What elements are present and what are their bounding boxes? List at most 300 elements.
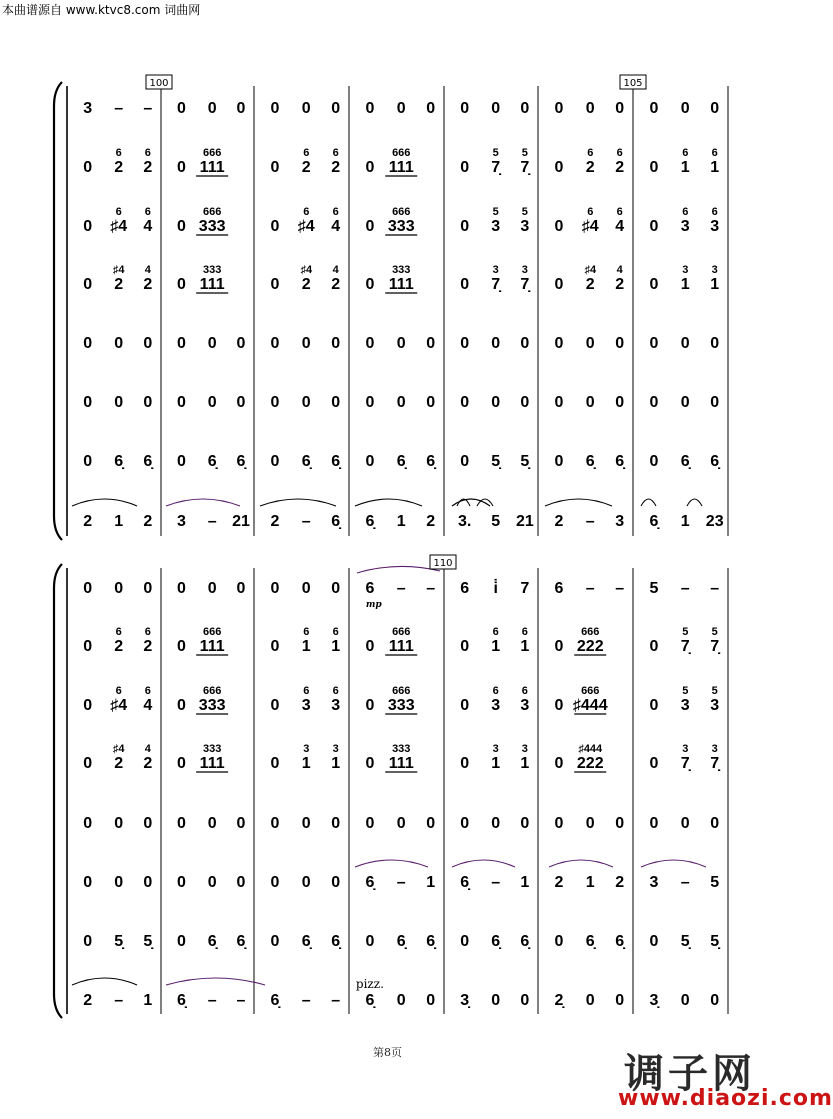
note: 6̣	[331, 513, 341, 530]
note: 0	[365, 100, 375, 117]
note: 3.	[458, 513, 472, 530]
note: ♯4	[581, 218, 599, 235]
note: 3	[301, 697, 311, 714]
note: 7̣	[680, 755, 690, 772]
chord-upper: 5	[711, 626, 718, 638]
note: 0	[554, 933, 564, 950]
note: 3	[649, 874, 659, 891]
note: 0	[615, 335, 625, 352]
note: 6̣	[680, 453, 690, 470]
note: 0	[177, 276, 186, 293]
note: 111	[388, 276, 414, 293]
note: 23	[705, 513, 724, 530]
dash-note: –	[114, 100, 124, 117]
note: 0	[207, 100, 217, 117]
note: 2	[585, 159, 595, 176]
note: 1	[491, 638, 501, 655]
dash-note: –	[680, 874, 690, 891]
note: 333	[198, 697, 226, 714]
note: 0	[177, 697, 186, 714]
note: 0	[680, 100, 690, 117]
note: 6̣	[365, 992, 375, 1009]
dash-note: –	[396, 874, 406, 891]
note: 2	[301, 159, 311, 176]
note: 2	[114, 638, 124, 655]
note: 7̣	[710, 755, 720, 772]
note: 2	[83, 992, 93, 1009]
note: 6̣	[396, 453, 406, 470]
note: 0	[396, 100, 406, 117]
note: 1	[491, 755, 501, 772]
note: 7̣	[491, 159, 501, 176]
chord-upper: 3	[682, 743, 689, 755]
note: 0	[710, 100, 720, 117]
note: 6̣	[710, 453, 720, 470]
dash-note: –	[585, 513, 595, 530]
note: 2	[615, 276, 625, 293]
chord-upper: 5	[492, 206, 499, 218]
chord-upper: 666	[202, 147, 222, 159]
chord-upper: 6	[332, 147, 339, 159]
note: 1	[680, 276, 690, 293]
note: 6̣	[426, 933, 436, 950]
note: 0	[649, 100, 659, 117]
note: 0	[365, 697, 375, 714]
dynamic-mark: mp	[365, 600, 382, 610]
note: 3	[615, 513, 625, 530]
note: 2	[143, 513, 153, 530]
note: 0	[270, 453, 280, 470]
note: 0	[83, 638, 93, 655]
note: 21	[515, 513, 534, 530]
page-number: 第8页	[373, 1046, 402, 1059]
note: 0	[365, 276, 375, 293]
chord-upper: 666	[392, 206, 411, 218]
slur	[166, 499, 240, 506]
chord-upper: 6	[587, 206, 594, 218]
note: 0	[649, 755, 659, 772]
note: 0	[554, 276, 564, 293]
note: 0	[460, 394, 470, 411]
note: 1	[710, 276, 720, 293]
note: 0	[83, 697, 93, 714]
note: 0	[396, 992, 406, 1009]
note: 6̣	[236, 933, 246, 950]
note: 0	[520, 394, 530, 411]
chord-upper: 6	[492, 626, 499, 638]
note: 0	[83, 453, 93, 470]
note: 0	[236, 815, 246, 832]
note: ♯4	[110, 697, 128, 714]
slur	[355, 860, 428, 867]
note: 1	[114, 513, 124, 530]
system-1	[54, 75, 728, 540]
note: 0	[426, 394, 436, 411]
note: 0	[83, 394, 93, 411]
note: 6̣	[143, 453, 153, 470]
note: 6̣	[491, 933, 501, 950]
note: 6̣	[649, 513, 659, 530]
note: 0	[83, 276, 93, 293]
note: 2	[585, 276, 595, 293]
note: 1	[396, 513, 406, 530]
chord-upper: 6	[616, 147, 623, 159]
note: 0	[649, 218, 659, 235]
system-brace	[54, 564, 62, 1018]
chord-upper: ♯4	[112, 743, 125, 755]
chord-upper: 6	[115, 626, 122, 638]
slur	[545, 499, 612, 506]
note: 0	[270, 815, 280, 832]
note: 0	[143, 394, 153, 411]
note: 0	[520, 815, 530, 832]
note: 3	[520, 218, 530, 235]
note: 2	[270, 513, 280, 530]
note: 7̣	[680, 638, 690, 655]
note: 5̣	[680, 933, 690, 950]
note: 0	[270, 580, 280, 597]
note: 0	[491, 335, 501, 352]
measure-number: 100	[149, 78, 169, 89]
note: 0	[207, 580, 217, 597]
dash-note: –	[710, 580, 720, 597]
note: 2	[114, 755, 124, 772]
note: 0	[520, 100, 530, 117]
note: 0	[460, 218, 470, 235]
measure-number: 110	[433, 558, 453, 569]
note: 2	[143, 638, 153, 655]
note: 0	[554, 815, 564, 832]
note: 3	[491, 697, 501, 714]
chord-upper: 6	[144, 147, 151, 159]
note: 0	[554, 100, 564, 117]
note: 0	[554, 159, 564, 176]
note: 6̣	[520, 933, 530, 950]
note: ♯4	[297, 218, 315, 235]
note: 0	[83, 874, 93, 891]
note: 0	[491, 992, 501, 1009]
note: 0	[301, 100, 311, 117]
note: 0	[585, 100, 595, 117]
note: 0	[177, 100, 186, 117]
note: 0	[365, 394, 375, 411]
note: 1	[520, 638, 530, 655]
note: 0	[365, 453, 375, 470]
note: 3	[177, 513, 186, 530]
chord-upper: 333	[202, 264, 222, 276]
note: 0	[236, 394, 246, 411]
note: 1	[585, 874, 595, 891]
note: 0	[396, 815, 406, 832]
note: 1	[301, 755, 311, 772]
chord-upper: 6	[587, 147, 594, 159]
dash-note: –	[491, 874, 501, 891]
note: 3	[491, 218, 501, 235]
chord-upper: 666	[392, 685, 411, 697]
note: 6̣	[460, 874, 470, 891]
note: 0	[491, 815, 501, 832]
watermark-title: 调子网	[624, 1051, 756, 1097]
note: 2	[83, 513, 93, 530]
chord-upper: 6	[144, 626, 151, 638]
slur	[687, 499, 702, 506]
slur	[452, 860, 515, 867]
note: 5	[649, 580, 659, 597]
note: 0	[460, 815, 470, 832]
slur	[549, 860, 613, 867]
chord-upper: 3	[711, 264, 718, 276]
chord-upper: 6	[711, 147, 718, 159]
note: 2̣	[554, 992, 564, 1009]
slur	[72, 978, 137, 985]
note: 4	[143, 218, 153, 235]
note: 0	[114, 874, 124, 891]
note: 5̣	[710, 933, 720, 950]
chord-upper: 3	[521, 743, 528, 755]
chord-upper: 6	[682, 147, 689, 159]
note: 0	[585, 992, 595, 1009]
note: 0	[236, 580, 246, 597]
note: 4	[331, 218, 341, 235]
note: 0	[554, 335, 564, 352]
chord-upper: 333	[392, 264, 411, 276]
note: 0	[426, 815, 436, 832]
dash-note: –	[301, 992, 311, 1009]
note: 3	[710, 697, 720, 714]
dash-note: –	[236, 992, 246, 1009]
note: 0	[207, 874, 217, 891]
chord-upper: 6	[332, 206, 339, 218]
chord-upper: 3	[492, 743, 499, 755]
note: 0	[615, 394, 625, 411]
note: 0	[649, 815, 659, 832]
note: 0	[426, 992, 436, 1009]
note: 0	[649, 453, 659, 470]
note: 0	[177, 453, 186, 470]
dash-note: –	[114, 992, 124, 1009]
note: 0	[83, 335, 93, 352]
note: 0	[207, 394, 217, 411]
note: 2	[615, 874, 625, 891]
slur	[641, 860, 706, 867]
note: 2	[143, 276, 153, 293]
note: 0	[270, 276, 280, 293]
note: 0	[177, 874, 186, 891]
chord-upper: 6	[682, 206, 689, 218]
chord-upper: 5	[711, 685, 718, 697]
chord-upper: 333	[202, 743, 222, 755]
note: 0	[460, 933, 470, 950]
note: 0	[83, 815, 93, 832]
dash-note: –	[331, 992, 341, 1009]
note: 2	[143, 755, 153, 772]
note: 0	[710, 335, 720, 352]
note: 0	[207, 815, 217, 832]
note: 0	[270, 394, 280, 411]
chord-upper: 4	[332, 264, 339, 276]
note: 0	[615, 815, 625, 832]
note: 0	[331, 815, 341, 832]
note: 0	[177, 394, 186, 411]
note: 0	[177, 638, 186, 655]
note: 0	[143, 874, 153, 891]
chord-upper: 6	[521, 626, 528, 638]
note: 6̣	[301, 933, 311, 950]
note: ♯4	[110, 218, 128, 235]
note: 0	[554, 453, 564, 470]
note: 0	[177, 755, 186, 772]
dash-note: –	[585, 580, 595, 597]
note: 111	[199, 159, 225, 176]
note: 0	[270, 755, 280, 772]
note: 0	[270, 638, 280, 655]
chord-upper: 6	[332, 685, 339, 697]
note: 4	[615, 218, 625, 235]
note: 0	[460, 100, 470, 117]
note: 0	[331, 335, 341, 352]
note: 3	[83, 100, 93, 117]
chord-upper: 6	[303, 685, 310, 697]
note: 0	[301, 394, 311, 411]
slur	[260, 499, 336, 506]
note: 0	[177, 218, 186, 235]
note: 0	[460, 453, 470, 470]
note: 0	[301, 580, 311, 597]
note: 3	[680, 697, 690, 714]
note: 1	[680, 159, 690, 176]
chord-upper: ♯4	[112, 264, 125, 276]
note: 0	[177, 159, 186, 176]
note: 0	[460, 697, 470, 714]
chord-upper: ♯4	[584, 264, 597, 276]
note: 5̣	[143, 933, 153, 950]
note: 0	[680, 335, 690, 352]
dash-note: –	[615, 580, 625, 597]
note: 0	[710, 394, 720, 411]
note: 0	[680, 394, 690, 411]
chord-upper: 5	[492, 147, 499, 159]
note: 111	[388, 159, 414, 176]
chord-upper: 666	[202, 206, 222, 218]
note: 0	[460, 159, 470, 176]
note: 0	[426, 100, 436, 117]
note: 0	[114, 394, 124, 411]
note: 0	[177, 933, 186, 950]
chord-upper: 3	[521, 264, 528, 276]
note: 3	[520, 697, 530, 714]
note: 222	[576, 638, 604, 655]
note: 0	[365, 933, 375, 950]
note: ♯444	[572, 697, 608, 714]
note: 5	[710, 874, 720, 891]
note: 3̣	[460, 992, 470, 1009]
note: 0	[331, 580, 341, 597]
note: 6	[554, 580, 564, 597]
note: 1	[331, 755, 341, 772]
note: 0	[331, 100, 341, 117]
chord-upper: 6	[711, 206, 718, 218]
note: 6̣	[236, 453, 246, 470]
note: 0	[236, 335, 246, 352]
note: 0	[491, 100, 501, 117]
note: 7̣	[491, 276, 501, 293]
note: 2	[331, 159, 341, 176]
note: 6̣	[365, 874, 375, 891]
note: 2	[615, 159, 625, 176]
note: 0	[365, 815, 375, 832]
chord-upper: 6	[115, 147, 122, 159]
note: 0	[83, 159, 93, 176]
slur	[355, 499, 422, 506]
chord-upper: 6	[332, 626, 339, 638]
note: 0	[301, 815, 311, 832]
note: 0	[365, 159, 375, 176]
note: 222	[576, 755, 604, 772]
note: 0	[649, 638, 659, 655]
note: 0	[680, 992, 690, 1009]
chord-upper: ♯4	[300, 264, 313, 276]
note: 333	[198, 218, 226, 235]
note: 6̣	[365, 513, 375, 530]
note: 0	[460, 335, 470, 352]
tie	[357, 566, 440, 573]
note: 0	[649, 159, 659, 176]
note: 0	[680, 815, 690, 832]
note: 1	[426, 874, 436, 891]
note: 111	[388, 755, 414, 772]
dash-note: –	[426, 580, 436, 597]
note: 7̣	[710, 638, 720, 655]
chord-upper: 4	[616, 264, 623, 276]
note: 0	[460, 638, 470, 655]
note: 0	[520, 992, 530, 1009]
dash-note: –	[143, 100, 153, 117]
note: 0	[649, 394, 659, 411]
note: 0	[365, 638, 375, 655]
note: 0	[585, 394, 595, 411]
note: 0	[143, 580, 153, 597]
note: 0	[460, 755, 470, 772]
note: 0	[270, 874, 280, 891]
note: 0	[270, 218, 280, 235]
note: 0	[554, 697, 564, 714]
dash-note: –	[680, 580, 690, 597]
note: 6̣	[426, 453, 436, 470]
note: 0	[270, 933, 280, 950]
note: 7	[520, 580, 530, 597]
note: 0	[270, 335, 280, 352]
note: 0	[114, 815, 124, 832]
chord-upper: 666	[581, 685, 600, 697]
note: 0	[649, 276, 659, 293]
note: 0	[114, 580, 124, 597]
chord-upper: 5	[682, 626, 689, 638]
chord-upper: 3	[303, 743, 310, 755]
note: 0	[270, 697, 280, 714]
note: 6	[365, 580, 375, 597]
note: 333	[387, 697, 415, 714]
dash-note: –	[396, 580, 406, 597]
note: i̇	[493, 580, 498, 597]
note: 0	[365, 218, 375, 235]
dash-note: –	[207, 513, 217, 530]
slur	[641, 499, 656, 506]
note: 5̣	[491, 453, 501, 470]
note: 0	[615, 100, 625, 117]
system-brace	[54, 82, 62, 540]
note: 0	[396, 335, 406, 352]
note: 0	[554, 218, 564, 235]
